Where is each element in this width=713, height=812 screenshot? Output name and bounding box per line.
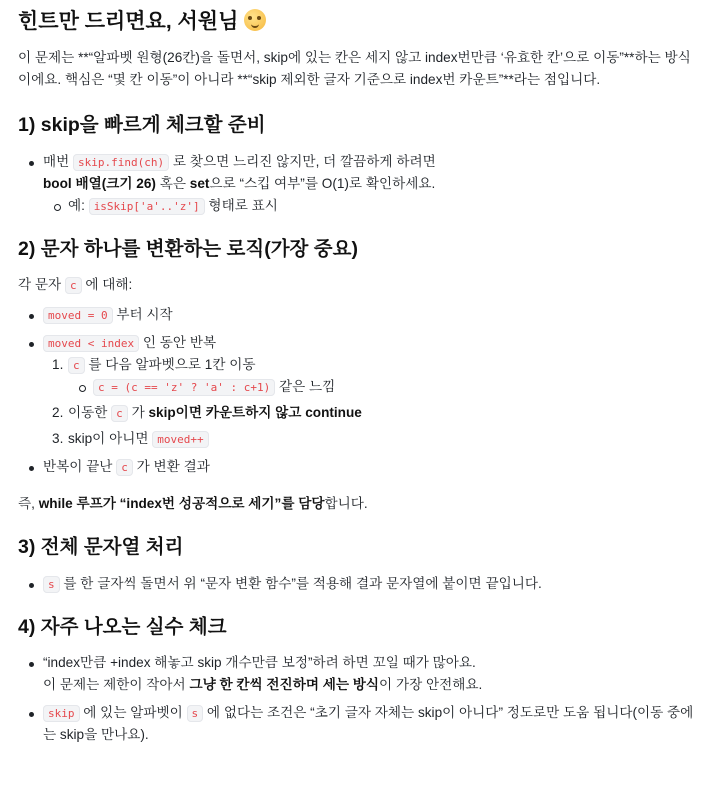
- inline-code: c: [68, 357, 85, 374]
- inline-code: moved++: [152, 431, 208, 448]
- list-item: 반복이 끝난 c 가 변환 결과: [18, 456, 697, 478]
- inline-code: c = (c == 'z' ? 'a' : c+1): [93, 379, 275, 396]
- section-heading-3: 3) 전체 문자열 처리: [18, 536, 184, 559]
- inline-code: c: [65, 277, 82, 294]
- sub-list-item: c = (c == 'z' ? 'a' : c+1) 같은 느낌: [68, 376, 697, 398]
- section-heading-2: 2) 문자 하나를 변환하는 로직(가장 중요): [18, 237, 358, 260]
- sub-list: [68, 376, 697, 398]
- section-3-list: [18, 573, 697, 595]
- section-heading-4: 4) 자주 나오는 실수 체크: [18, 615, 227, 638]
- list-item: “index만큼 +index 해놓고 skip 개수만큼 보정”하려 하면 꼬일 때가 많아요. 이 문제는 제한이 작아서 그냥 한 칸씩 전진하며 세는 방식이 가장 안전해요.: [18, 652, 697, 696]
- ordered-item: c 를 다음 알파벳으로 1칸 이동 c = (c == 'z' ? 'a' : c+1) 같은 느낌: [43, 354, 697, 398]
- list-item: skip 에 있는 알파벳이 s 에 없다는 조건은 “초기 글자 자체는 skip이 아니다” 정도로만 도움 됩니다(이동 중에는 skip을 만나요).: [18, 702, 697, 746]
- title-text: 힌트만 드리면요, 서원님: [18, 10, 239, 33]
- intro-paragraph: 이 문제는 **“알파벳 원형(26칸)을 돌면서, skip에 있는 칸은 세지 않고 index번만큼 ‘유효한 칸’으로 이동”**하는 방식이에요. 핵심은 “몇 칸 이동”이 아니라 **“skip 제외한 글자 기준으로 index번 카운트”**라는 점입니다.: [18, 50, 691, 88]
- inline-code: s: [187, 705, 204, 722]
- inline-code: skip.find(ch): [73, 154, 169, 171]
- inline-code: skip: [43, 705, 80, 722]
- section-4-list: [18, 652, 697, 746]
- section-2-list: [18, 304, 697, 478]
- list-item: 매번 skip.find(ch) 로 찾으면 느리진 않지만, 더 깔끔하게 하려면 bool 배열(크기 26) 혹은 set으로 “스킵 여부”를 O(1)로 확인하세요. 예: isSkip['a'..'z'] 형태로 표시: [18, 151, 697, 217]
- ordered-sub-list: [43, 354, 697, 450]
- inline-code: moved = 0: [43, 307, 113, 324]
- sub-list-item: 예: isSkip['a'..'z'] 형태로 표시: [43, 195, 697, 217]
- section-2-lead: 각 문자 c 에 대해:: [18, 277, 133, 293]
- section-1-list: [18, 151, 697, 217]
- section-2-summary: 즉, while 루프가 “index번 성공적으로 세기”를 담당합니다.: [18, 496, 368, 512]
- smiling-face-icon: [244, 9, 266, 31]
- list-item: s 를 한 글자씩 돌면서 위 “문자 변환 함수”를 적용해 결과 문자열에 붙이면 끝입니다.: [18, 573, 697, 595]
- ordered-item: skip이 아니면 moved++: [43, 428, 697, 450]
- section-heading-1: 1) skip을 빠르게 체크할 준비: [18, 114, 266, 137]
- list-item: moved < index 인 동안 반복 c 를 다음 알파벳으로 1칸 이동 c = (c == 'z' ? 'a' : c+1) 같은 느낌 이동한 c 가 skip이면 카운트하지 않고 continue skip이 아니면 moved++: [18, 332, 697, 450]
- inline-code: c: [111, 405, 128, 422]
- inline-code: c: [116, 459, 133, 476]
- sub-list: [43, 195, 697, 217]
- inline-code: s: [43, 576, 60, 593]
- message-title: [18, 8, 697, 35]
- inline-code: moved < index: [43, 335, 139, 352]
- inline-code: isSkip['a'..'z']: [89, 198, 205, 215]
- list-item: moved = 0 부터 시작: [18, 304, 697, 326]
- ordered-item: 이동한 c 가 skip이면 카운트하지 않고 continue: [68, 405, 362, 421]
